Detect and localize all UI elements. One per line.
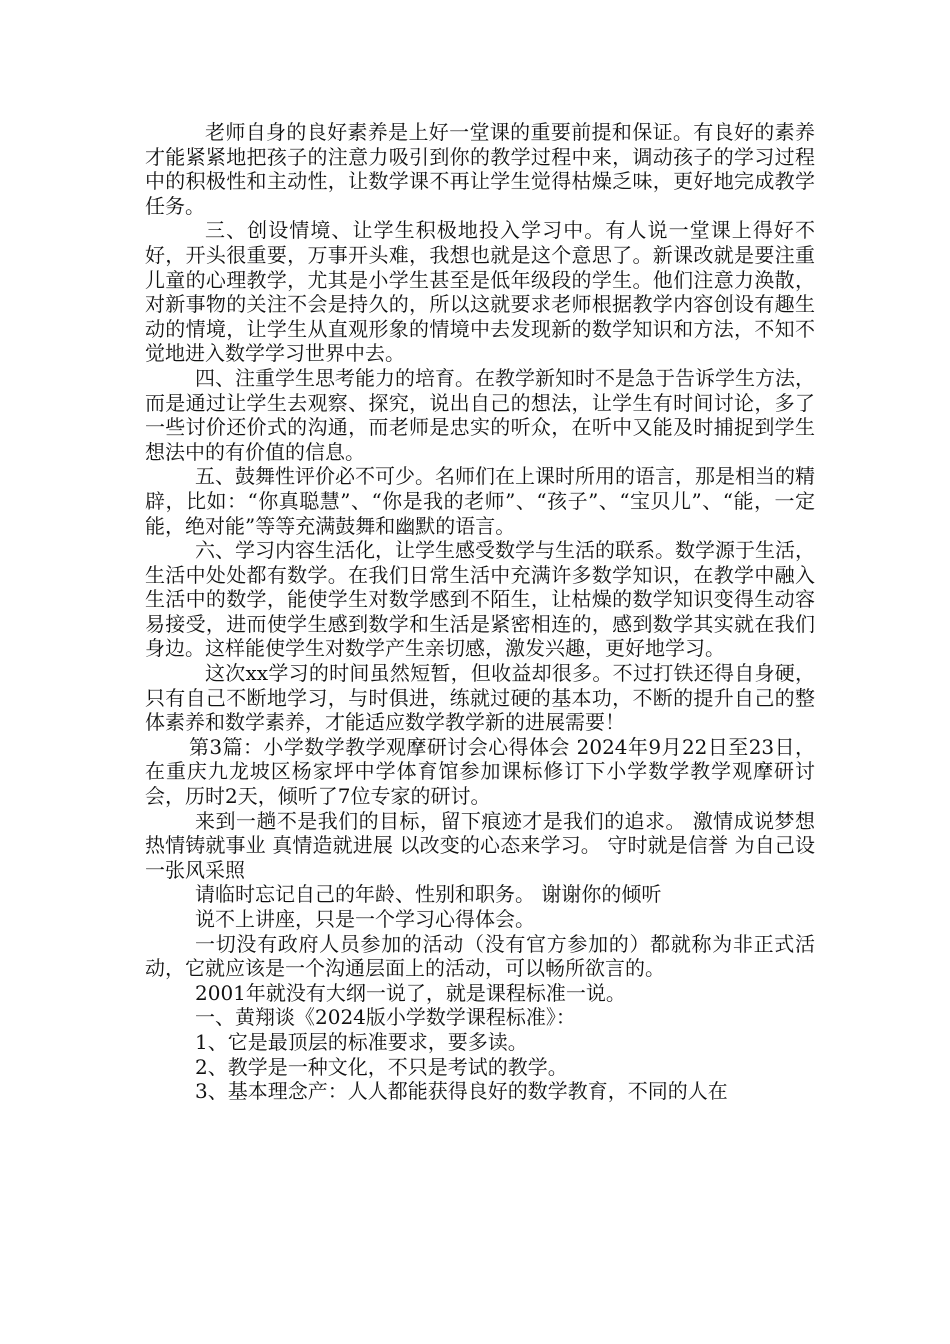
paragraph-motto: 来到一趟不是我们的目标，留下痕迹才是我们的追求。 激情成说梦想 热情铸就事业 真情造就进展 以改变的心态来学习。 守时就是信誉 为自己设一张风采照 [145, 808, 815, 882]
paragraph-section-five: 五、鼓舞性评价必不可少。名师们在上课时所用的语言，那是相当的精辟，比如：“你真聪慧”、“你是我的老师”、“孩子”、“宝贝儿”、“能，一定能，绝对能”等等充满鼓舞和幽默的语言。 [145, 464, 815, 538]
paragraph-not-lecture: 说不上讲座，只是一个学习心得体会。 [195, 907, 535, 931]
paragraph-informal-activity: 一切没有政府人员参加的活动（没有官方参加的）都就称为非正式活动，它就应该是一个沟通层面上的活动，可以畅所欲言的。 [145, 931, 815, 981]
paragraph-section-six: 六、学习内容生活化，让学生感受数学与生活的联系。数学源于生活，生活中处处都有数学。在我们日常生活中充满许多数学知识，在教学中融入生活中的数学，能使学生对数学感到不陌生，让枯燥的数学知识变得生动容易接受，进而使学生感到数学和生活是紧密相连的，感到数学其实就在我们身边。这样能使学生对数学产生亲切感，激发兴趣，更好地学习。 [145, 538, 815, 661]
paragraph-curriculum-standard: 2001年就没有大纲一说了，就是课程标准一说。 [195, 980, 626, 1005]
paragraph-conclusion: 这次xx学习的时间虽然短暂，但收益却很多。不过打铁还得自身硬，只有自己不断地学习，与时俱进，练就过硬的基本功，不断的提升自己的整体素养和数学素养，才能适应数学教学新的进展需要！ [145, 661, 815, 735]
list-item-3: 3、基本理念产：人人都能获得良好的数学教育，不同的人在 [195, 1079, 728, 1104]
document-page [145, 120, 815, 1104]
list-item-1: 1、它是最顶层的标准要求，要多读。 [195, 1029, 528, 1054]
paragraph-teacher-quality: 老师自身的良好素养是上好一堂课的重要前提和保证。有良好的素养才能紧紧地把孩子的注意力吸引到你的教学过程中来，调动孩子的学习过程中的积极性和主动性，让数学课不再让学生觉得枯燥乏味，更好地完成教学任务。 [145, 120, 815, 218]
list-item-2: 2、教学是一种文化，不只是考试的教学。 [195, 1054, 568, 1079]
paragraph-section-four: 四、注重学生思考能力的培育。在教学新知时不是急于告诉学生方法，而是通过让学生去观察、探究，说出自己的想法，让学生有时间讨论，多了一些讨价还价式的沟通，而老师是忠实的听众，在听中又能及时捕捉到学生想法中的有价值的信息。 [145, 365, 815, 464]
paragraph-section-three: 三、创设情境、让学生积极地投入学习中。有人说一堂课上得好不好，开头很重要，万事开头难，我想也就是这个意思了。新课改就是要注重儿童的心理教学，尤其是小学生甚至是低年级段的学生。他们注意力涣散，对新事物的关注不会是持久的，所以这就要求老师根据教学内容创设有趣生动的情境，让学生从直观形象的情境中去发现新的数学知识和方法，不知不觉地进入数学学习世界中去。 [145, 218, 815, 366]
paragraph-huang-xiang-heading: 一、黄翔谈《2024版小学数学课程标准》： [195, 1005, 576, 1030]
paragraph-forget-age: 请临时忘记自己的年龄、性别和职务。 谢谢你的倾听 [195, 882, 662, 907]
paragraph-part-three-heading: 第3篇：小学数学教学观摩研讨会心得体会 2024年9月22日至23日，在重庆九龙坡区杨家坪中学体育馆参加课标修订下小学数学教学观摩研讨会，历时2天，倾听了7位专家的研讨。 [145, 734, 815, 809]
